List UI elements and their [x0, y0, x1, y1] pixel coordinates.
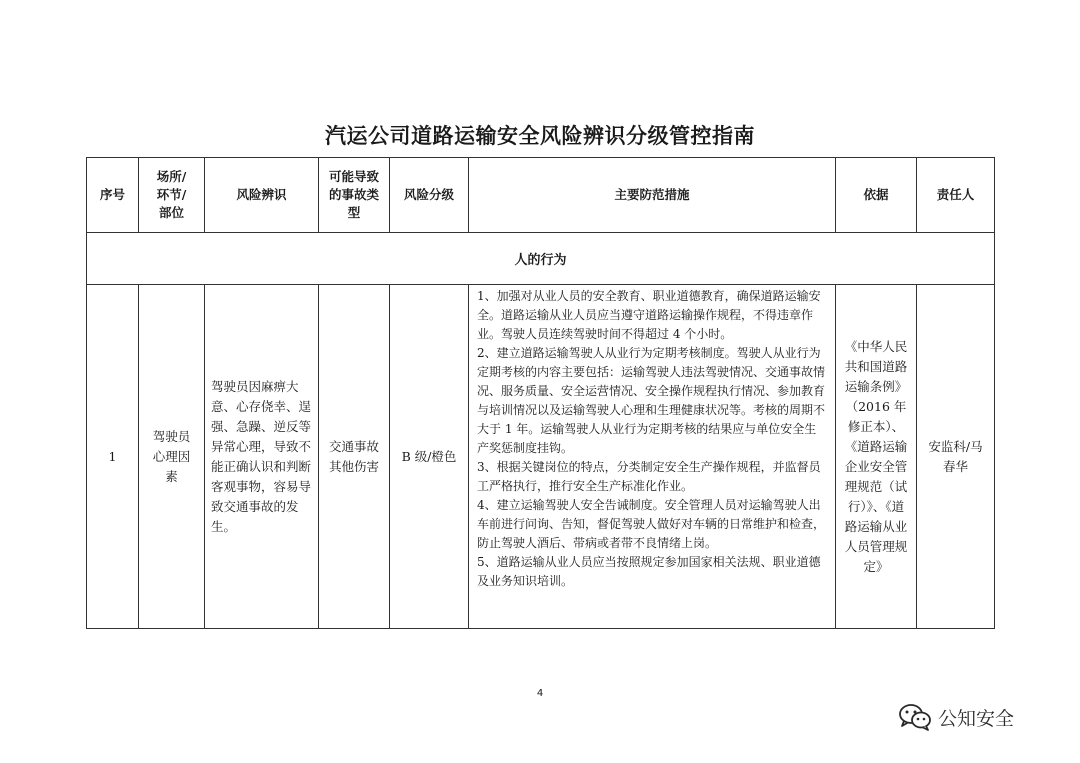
header-risk: 风险辨识 [205, 158, 319, 233]
header-accident-type: 可能导致 的事故类 型 [319, 158, 390, 233]
cell-location: 驾驶员 心理因 素 [139, 285, 205, 629]
cell-owner: 安监科/马春华 [917, 285, 995, 629]
wechat-icon [898, 703, 932, 731]
cell-accident-type: 交通事故 其他伤害 [319, 285, 390, 629]
cell-seq: 1 [87, 285, 139, 629]
watermark [898, 700, 1014, 734]
cell-basis: 《中华人民共和国道路运输条例》（2016 年修正本）、《道路运输企业安全管理规范（试行）》、《道路运输从业人员管理规定》 [836, 285, 917, 629]
cell-measures [469, 285, 836, 629]
header-risk-level: 风险分级 [390, 158, 469, 233]
measure-item: 4、建立运输驾驶人安全告诫制度。安全管理人员对运输驾驶人出车前进行问询、告知，督促驾驶人做好对车辆的日常维护和检查，防止驾驶人酒后、带病或者带不良情绪上岗。 [477, 498, 826, 550]
header-location: 场所/ 环节/ 部位 [139, 158, 205, 233]
table-header-row [87, 158, 995, 233]
page-number: 4 [536, 688, 544, 699]
table-row [87, 285, 995, 629]
header-measures: 主要防范措施 [469, 158, 836, 233]
header-seq: 序号 [87, 158, 139, 233]
measures-list [469, 285, 835, 591]
section-label: 人的行为 [514, 253, 567, 268]
header-owner: 责任人 [917, 158, 995, 233]
section-human-behavior [87, 233, 995, 285]
cell-risk: 驾驶员因麻痹大意、心存侥幸、逞强、急躁、逆反等异常心理，导致不能正确认识和判断客观事物，容易导致交通事故的发生。 [205, 285, 319, 629]
document-title: 汽运公司道路运输安全风险辨识分级管控指南 [325, 123, 755, 148]
measure-item: 3、根据关键岗位的特点，分类制定安全生产操作规程，并监督员工严格执行，推行安全生产标准化作业。 [477, 460, 821, 493]
risk-control-table [86, 157, 995, 629]
section-row [87, 233, 995, 285]
header-basis: 依据 [836, 158, 917, 233]
watermark-text: 公知安全 [938, 707, 1015, 730]
measure-item: 1、加强对从业人员的安全教育、职业道德教育，确保道路运输安全。道路运输从业人员应当遵守道路运输操作规程，不得违章作业。驾驶人员连续驾驶时间不得超过 4 个小时。 [477, 289, 821, 341]
measure-item: 5、道路运输从业人员应当按照规定参加国家相关法规、职业道德及业务知识培训。 [477, 555, 821, 588]
measure-item: 2、建立道路运输驾驶人从业行为定期考核制度。驾驶人从业行为定期考核的内容主要包括：运输驾驶人违法驾驶情况、交通事故情况、服务质量、安全运营情况、安全操作规程执行情况、参加教育与培训情况以及运输驾驶人心理和生理健康状况等。考核的周期不大于 1 年。运输驾驶人从业行为定期考核的结果应与单位安全生产奖惩制度挂钩。 [477, 346, 826, 455]
cell-risk-level: B 级/橙色 [390, 285, 469, 629]
